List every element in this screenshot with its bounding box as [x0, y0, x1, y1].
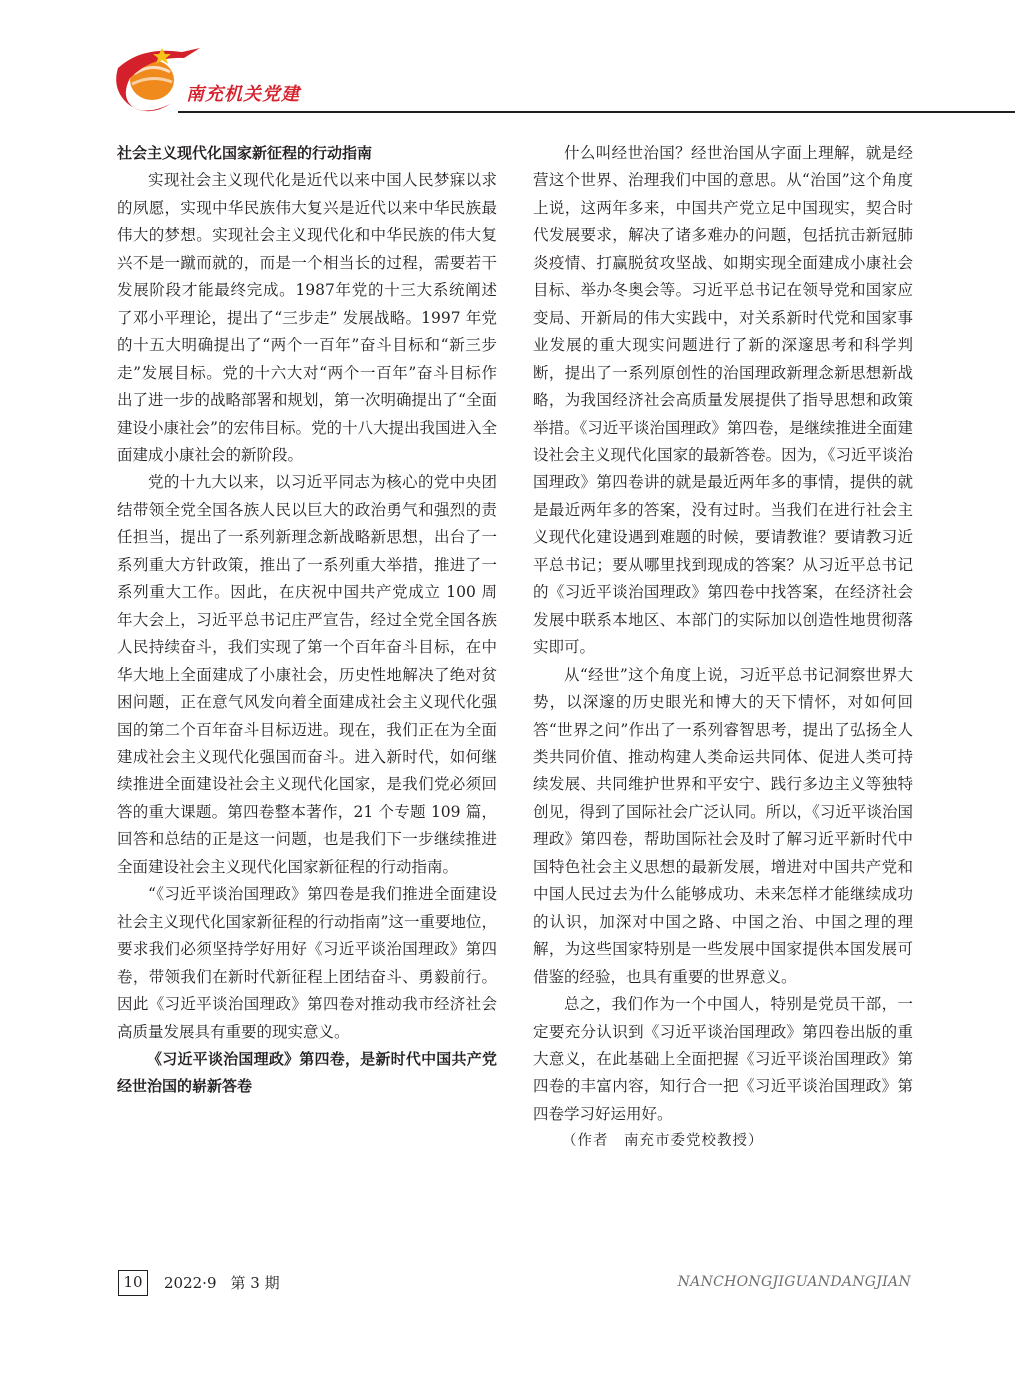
author-note: （作者 南充市委党校教授）: [562, 1133, 764, 1150]
page-header: [0, 0, 1015, 130]
body-paragraph: 从“经世”这个角度上说，习近平总书记洞察世界大势，以深邃的历史眼光和博大的天下情怀，对如何回答“世界之问”作出了一系列睿智思考，提出了弘扬全人类共同价值、推动构建人类命运共同体、促进人类可持续发展、共同维护世界和平安宁、践行多边主义等独特创见，得到了国际社会广泛认同。所以，《习近平谈治国理政》第四卷，帮助国际社会及时了解习近平新时代中国特色社会主义思想的最新发展，增进对中国共产党和中国人民过去为什么能够成功、未来怎样才能继续成功的认识，加深对中国之路、中国之治、中国之理的理解，为这些国家特别是一些发展中国家提供本国发展可借鉴的经验，也具有重要的世界意义。: [533, 665, 913, 986]
issue-info: [164, 1272, 280, 1294]
issue-year: 2022·9: [164, 1274, 217, 1292]
body-paragraph: 党的十九大以来，以习近平同志为核心的党中央团结带领全党全国各族人民以巨大的政治勇气和强烈的责任担当，提出了一系列新理念新战略新思想，出台了一系列重大方针政策，推出了一系列重大举措，推进了一系列重大工作。因此，在庆祝中国共产党成立 100 周年大会上，习近平总书记庄严宣告，经过全党全国各族人民持续奋斗，我们实现了第一个百年奋斗目标，在中华大地上全面建成了小康社会，历史性地解决了绝对贫困问题，正在意气风发向着全面建成社会主义现代化强国的第二个百年奋斗目标迈进。现在，我们正在为全面建成社会主义现代化强国而奋斗。进入新时代，如何继续推进全面建设社会主义现代化国家，是我们党必须回答的重大课题。第四卷整本著作，21 个专题 109 篇，回答和总结的正是这一问题，也是我们下一步继续推进全面建设社会主义现代化国家新征程的行动指南。: [117, 473, 497, 876]
section-subheading: 《习近平谈治国理政》第四卷，是新时代中国共产党经世治国的崭新答卷: [117, 1049, 497, 1096]
page-number: 10: [118, 1270, 148, 1296]
body-paragraph: 总之，我们作为一个中国人，特别是党员干部，一定要充分认识到《习近平谈治国理政》第四卷出版的重大意义，在此基础上全面把握《习近平谈治国理政》第四卷的丰富内容，知行合一把《习近平谈治国理政》第四卷学习好运用好。: [533, 995, 913, 1123]
header-divider: [178, 111, 1015, 113]
body-paragraph: “《习近平谈治国理政》第四卷是我们推进全面建设社会主义现代化国家新征程的行动指南”这一重要地位，要求我们必须坚持学好用好《习近平谈治国理政》第四卷，带领我们在新时代新征程上团结奋斗、勇毅前行。因此《习近平谈治国理政》第四卷对推动我市经济社会高质量发展具有重要的现实意义。: [117, 885, 497, 1041]
right-column: [533, 140, 913, 1156]
magazine-logo: [112, 38, 202, 118]
magazine-title: 南充机关党建: [186, 84, 300, 105]
body-paragraph: 什么叫经世治国？经世治国从字面上理解，就是经营这个世界、治理我们中国的意思。从“治国”这个角度上说，这两年多来，中国共产党立足中国现实，契合时代发展要求，解决了诸多难办的问题，包括抗击新冠肺炎疫情、打赢脱贫攻坚战、如期实现全面建成小康社会目标、举办冬奥会等。习近平总书记在领导党和国家应变局、开新局的伟大实践中，对关系新时代党和国家事业发展的重大现实问题进行了新的深邃思考和科学判断，提出了一系列原创性的治国理政新理念新思想新战略，为我国经济社会高质量发展提供了指导思想和政策举措。《习近平谈治国理政》第四卷，是继续推进全面建设社会主义现代化国家的最新答卷。因为，《习近平谈治国理政》第四卷讲的就是最近两年多的事情，提供的就是最近两年多的答案，没有过时。当我们在进行社会主义现代化建设遇到难题的时候，要请教谁？要请教习近平总书记；要从哪里找到现成的答案？从习近平总书记的《习近平谈治国理政》第四卷中找答案，在经济社会发展中联系本地区、本部门的实际加以创造性地贯彻落实即可。: [533, 144, 913, 657]
body-paragraph: 实现社会主义现代化是近代以来中国人民梦寐以求的夙愿，实现中华民族伟大复兴是近代以来中华民族最伟大的梦想。实现社会主义现代化和中华民族的伟大复兴不是一蹴而就的，而是一个相当长的过程，需要若干发展阶段才能最终完成。1987年党的十三大系统阐述了邓小平理论，提出了“三步走” 发展战略。1997 年党的十五大明确提出了“两个一百年”奋斗目标和“新三步走”发展目标。党的十六大对“两个一百年”奋斗目标作出了进一步的战略部署和规划，第一次明确提出了“全面建设小康社会”的宏伟目标。党的十八大提出我国进入全面建成小康社会的新阶段。: [117, 171, 497, 464]
left-column: [117, 140, 497, 1101]
issue-number: 第 3 期: [230, 1274, 280, 1292]
section-heading: 社会主义现代化国家新征程的行动指南: [117, 144, 373, 162]
magazine-pinyin: NANCHONGJIGUANDANGJIAN: [677, 1274, 911, 1290]
page-footer: [0, 1268, 1015, 1308]
